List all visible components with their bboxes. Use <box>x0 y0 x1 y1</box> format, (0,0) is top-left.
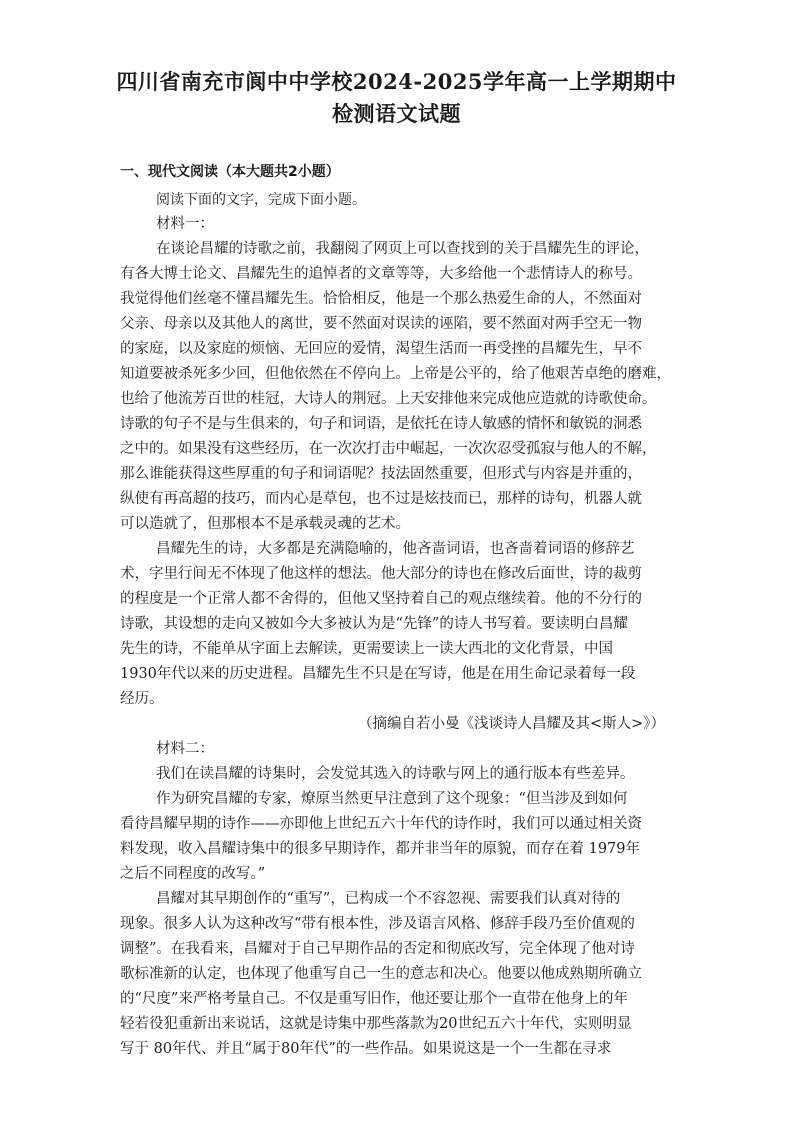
material-one-line: 那么谁能获得这些厚重的句子和词语呢？技法固然重要，但形式与内容是并重的， <box>120 466 642 482</box>
material-one-para2-line: 先生的诗，不能单从字面上去解读，更需要读上一读大西北的文化背景，中国 <box>120 641 613 657</box>
material-two-para3-line: 的“尺度”来严格考量自己。不仅是重写旧作，他还要让那个一直带在他身上的年 <box>120 991 628 1007</box>
material-one-para2-line: 经历。 <box>120 691 164 707</box>
material-two-para1: 我们在读昌耀的诗集时，会发觉其选入的诗歌与网上的通行版本有些差异。 <box>156 766 635 782</box>
material-two-para3-line: 轻若役犯重新出来说话，这就是诗集中那些落款为20世纪五六十年代，实则明显 <box>120 1016 632 1032</box>
material-one-line: 我觉得他们丝毫不懂昌耀先生。恰恰相反，他是一个那么热爱生命的人，不然面对 <box>120 291 642 307</box>
material-two-para3-line: 写于 80年代、并且“属于80年代”的一些作品。如果说这是一个一生都在寻求 <box>120 1041 612 1057</box>
material-one-line: 知道要被杀死多少回，但他依然在不停向上。上帝是公平的，给了他艰苦卓绝的磨难， <box>120 366 671 382</box>
material-one-line: 之中的。如果没有这些经历，在一次次打击中崛起，一次次忍受孤寂与他人的不解， <box>120 441 657 457</box>
material-two-para2-line: 料发现，收入昌耀诗集中的很多早期诗作，都并非当年的原貌，而存在着 1979年 <box>120 841 641 857</box>
page-title-line-2: 检测语文试题 <box>332 101 461 126</box>
material-one-para2-line: 1930年代以来的历史进程。昌耀先生不只是在写诗，他是在用生命记录着每一段 <box>120 666 636 682</box>
material-one-label: 材料一： <box>156 216 214 232</box>
material-two-para3-line: 歌标准新的认定，也体现了他重写自己一生的意志和决心。他要以他成熟期所确立 <box>120 966 642 982</box>
material-two-para3-line: 调整”。在我看来，昌耀对于自己早期作品的否定和彻底改写，完全体现了他对诗 <box>120 941 635 957</box>
material-one-line: 有各大博士论文、昌耀先生的追悼者的文章等等，大多给他一个悲情诗人的称号。 <box>120 266 642 282</box>
instruction-text: 阅读下面的文字，完成下面小题。 <box>156 192 366 208</box>
material-two-para2-line: 之后不同程度的改写。” <box>120 866 266 882</box>
material-one-para2-line: 的程度是一个正常人都不舍得的，但他又坚持着自己的观点继续着。他的不分行的 <box>120 591 642 607</box>
material-one-line: 诗歌的句子不是与生俱来的，句子和词语，是依托在诗人敏感的情怀和敏锐的洞悉 <box>120 416 642 432</box>
material-two-para3-line: 现象。很多人认为这种改写“带有根本性，涉及语言风格、修辞手段乃至价值观的 <box>120 916 635 932</box>
material-one-line: 纵使有再高超的技巧，而内心是草包，也不过是炫技而已，那样的诗句，机器人就 <box>120 491 642 507</box>
material-two-para2-line: 看待昌耀早期的诗作——亦即他上世纪五六十年代的诗作时，我们可以通过相关资 <box>120 816 642 832</box>
page-title-line-1: 四川省南充市阆中中学校2024-2025学年高一上学期期中 <box>116 69 677 94</box>
material-one-para2-line: 术，字里行间无不体现了他这样的想法。他大部分的诗也在修改后面世，诗的裁剪 <box>120 566 642 582</box>
material-two-label: 材料二： <box>156 741 214 757</box>
material-one-line: 也给了他流芳百世的桂冠，大诗人的荆冠。上天安排他来完成他应造就的诗歌使命。 <box>120 391 657 407</box>
material-one-line: 可以造就了，但那根本不是承载灵魂的艺术。 <box>120 516 410 532</box>
material-one-source: （摘编自若小曼《浅谈诗人昌耀及其<斯人>》） <box>358 716 666 732</box>
material-one-line: 的家庭，以及家庭的烦恼、无回应的爱情，渴望生活而一再受挫的昌耀先生，早不 <box>120 341 642 357</box>
section-heading: 一、现代文阅读（本大题共2小题） <box>120 164 340 180</box>
material-two-para2-line: 作为研究昌耀的专家，燎原当然更早注意到了这个现象：“但当涉及到如何 <box>156 791 628 807</box>
material-one-para2-line: 诗歌，其设想的走向又被如今大多被认为是“先锋”的诗人书写着。要读明白昌耀 <box>120 616 628 632</box>
material-one-para2-line: 昌耀先生的诗，大多都是充满隐喻的，他吝啬词语，也吝啬着词语的修辞艺 <box>156 541 635 557</box>
material-one-line: 父亲、母亲以及其他人的离世，要不然面对误读的诬陷，要不然面对两手空无一物 <box>120 316 642 332</box>
material-two-para3-line: 昌耀对其早期创作的“重写”，已构成一个不容忽视、需要我们认真对待的 <box>156 891 621 907</box>
material-one-line: 在谈论昌耀的诗歌之前，我翻阅了网页上可以查找到的关于昌耀先生的评论， <box>156 241 649 257</box>
